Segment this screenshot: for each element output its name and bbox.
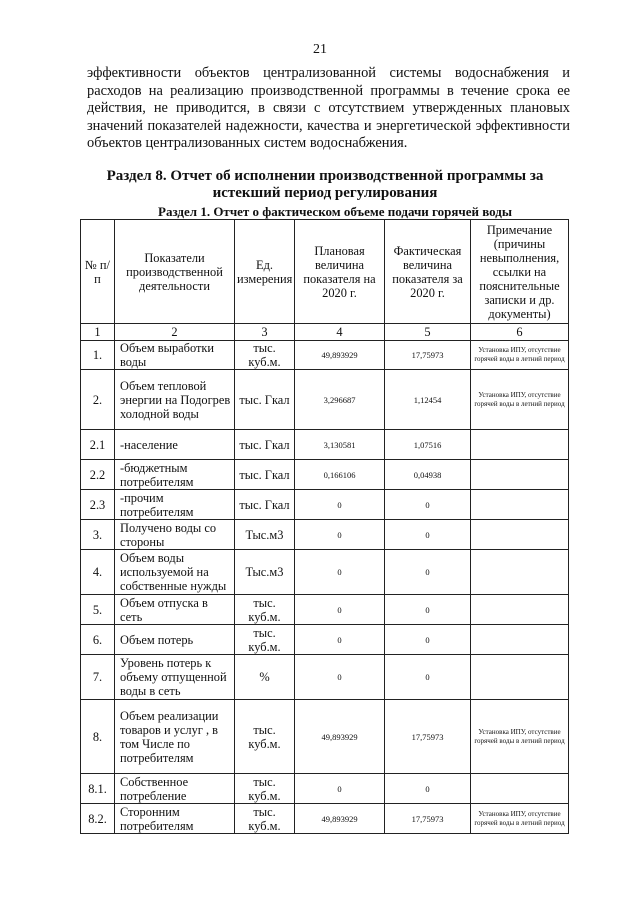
row-indicator: Получено воды со стороны (115, 520, 235, 550)
row-note (471, 460, 569, 490)
production-report-table (80, 219, 569, 834)
row-unit: Тыс.м3 (235, 520, 295, 550)
row-indicator: Объем реализации товаров и услуг , в том Числе по потребителям (115, 700, 235, 774)
row-note: Установка ИПУ, отсутствие горячей воды в летний период (471, 804, 569, 834)
column-number: 4 (295, 324, 385, 341)
column-number: 6 (471, 324, 569, 341)
row-fact-value: 1,12454 (385, 370, 471, 430)
row-number: 8.2. (81, 804, 115, 834)
row-unit: % (235, 655, 295, 700)
table-row (81, 595, 569, 625)
row-note: Установка ИПУ, отсутствие горячей воды в летний период (471, 700, 569, 774)
row-number: 2.2 (81, 460, 115, 490)
section-title: Раздел 8. Отчет об исполнении производственной программы за истекший период регулирования (106, 168, 544, 201)
table-row (81, 430, 569, 460)
row-plan-value: 0 (295, 490, 385, 520)
row-note (471, 550, 569, 595)
table-row (81, 774, 569, 804)
row-unit: тыс. куб.м. (235, 700, 295, 774)
row-note (471, 625, 569, 655)
row-fact-value: 0 (385, 490, 471, 520)
row-note (471, 430, 569, 460)
table-row (81, 370, 569, 430)
intro-paragraph: эффективности объектов централизованной системы водоснабжения и расходов на реализацию производственной программы в течение срока ее действия, не приводится, в связи с отсутствием утвержденных плановых значений показателей надежности, качества и энергетической эффективности объектов централизованных систем водоснабжения. (87, 65, 570, 152)
row-note: Установка ИПУ, отсутствие горячей воды в летний период (471, 341, 569, 370)
row-plan-value: 0 (295, 655, 385, 700)
table-row (81, 700, 569, 774)
row-plan-value: 0 (295, 550, 385, 595)
column-number: 1 (81, 324, 115, 341)
row-fact-value: 0 (385, 655, 471, 700)
row-fact-value: 0,04938 (385, 460, 471, 490)
row-unit: тыс. куб.м. (235, 595, 295, 625)
table-row (81, 625, 569, 655)
row-plan-value: 0 (295, 520, 385, 550)
row-fact-value: 17,75973 (385, 700, 471, 774)
table-row (81, 655, 569, 700)
table-row (81, 804, 569, 834)
row-unit: тыс. Гкал (235, 370, 295, 430)
row-plan-value: 3,130581 (295, 430, 385, 460)
header-fact: Фактическая величина показателя за 2020 г. (385, 220, 471, 324)
row-plan-value: 0,166106 (295, 460, 385, 490)
row-number: 1. (81, 341, 115, 370)
row-plan-value: 49,893929 (295, 804, 385, 834)
column-number: 3 (235, 324, 295, 341)
column-number: 5 (385, 324, 471, 341)
row-fact-value: 17,75973 (385, 341, 471, 370)
row-note (471, 655, 569, 700)
row-plan-value: 3,296687 (295, 370, 385, 430)
column-number-row (81, 324, 569, 341)
row-note (471, 490, 569, 520)
row-plan-value: 0 (295, 625, 385, 655)
row-plan-value: 49,893929 (295, 700, 385, 774)
row-unit: тыс. Гкал (235, 460, 295, 490)
row-plan-value: 0 (295, 774, 385, 804)
header-indicator: Показатели производственной деятельности (115, 220, 235, 324)
row-fact-value: 0 (385, 774, 471, 804)
row-unit: тыс. куб.м. (235, 804, 295, 834)
table-row (81, 460, 569, 490)
table-header-row (81, 220, 569, 324)
table-row (81, 490, 569, 520)
row-indicator: Объем тепловой энергии на Подогрев холодной воды (115, 370, 235, 430)
row-number: 4. (81, 550, 115, 595)
row-number: 8.1. (81, 774, 115, 804)
row-number: 6. (81, 625, 115, 655)
row-unit: Тыс.м3 (235, 550, 295, 595)
row-indicator: -прочим потребителям (115, 490, 235, 520)
row-plan-value: 49,893929 (295, 341, 385, 370)
row-number: 5. (81, 595, 115, 625)
row-number: 2. (81, 370, 115, 430)
row-indicator: Объем выработки воды (115, 341, 235, 370)
table-row (81, 520, 569, 550)
row-indicator: Объем воды используемой на собственные нужды (115, 550, 235, 595)
row-plan-value: 0 (295, 595, 385, 625)
row-note (471, 774, 569, 804)
row-unit: тыс. Гкал (235, 490, 295, 520)
table-row (81, 550, 569, 595)
row-indicator: Собственное потребление (115, 774, 235, 804)
row-number: 2.1 (81, 430, 115, 460)
column-number: 2 (115, 324, 235, 341)
row-indicator: Объем потерь (115, 625, 235, 655)
header-note: Примечание (причины невыполнения, ссылки на пояснительные записки и др. документы) (471, 220, 569, 324)
row-unit: тыс. куб.м. (235, 341, 295, 370)
row-number: 2.3 (81, 490, 115, 520)
header-plan: Плановая величина показателя на 2020 г. (295, 220, 385, 324)
row-unit: тыс. куб.м. (235, 774, 295, 804)
header-number: № п/п (81, 220, 115, 324)
row-indicator: -население (115, 430, 235, 460)
subsection-title: Раздел 1. Отчет о фактическом объеме подачи горячей воды (158, 204, 512, 219)
row-fact-value: 1,07516 (385, 430, 471, 460)
row-note: Установка ИПУ, отсутствие горячей воды в летний период (471, 370, 569, 430)
row-indicator: Сторонним потребителям (115, 804, 235, 834)
row-note (471, 595, 569, 625)
row-number: 7. (81, 655, 115, 700)
row-fact-value: 17,75973 (385, 804, 471, 834)
row-indicator: -бюджетным потребителям (115, 460, 235, 490)
row-fact-value: 0 (385, 595, 471, 625)
row-unit: тыс. Гкал (235, 430, 295, 460)
row-indicator: Уровень потерь к объему отпущенной воды в сеть (115, 655, 235, 700)
row-number: 8. (81, 700, 115, 774)
row-fact-value: 0 (385, 520, 471, 550)
table-row (81, 341, 569, 370)
row-number: 3. (81, 520, 115, 550)
row-fact-value: 0 (385, 625, 471, 655)
row-note (471, 520, 569, 550)
row-unit: тыс. куб.м. (235, 625, 295, 655)
row-fact-value: 0 (385, 550, 471, 595)
row-indicator: Объем отпуска в сеть (115, 595, 235, 625)
header-unit: Ед. измерения (235, 220, 295, 324)
page-number: 21 (313, 42, 327, 57)
